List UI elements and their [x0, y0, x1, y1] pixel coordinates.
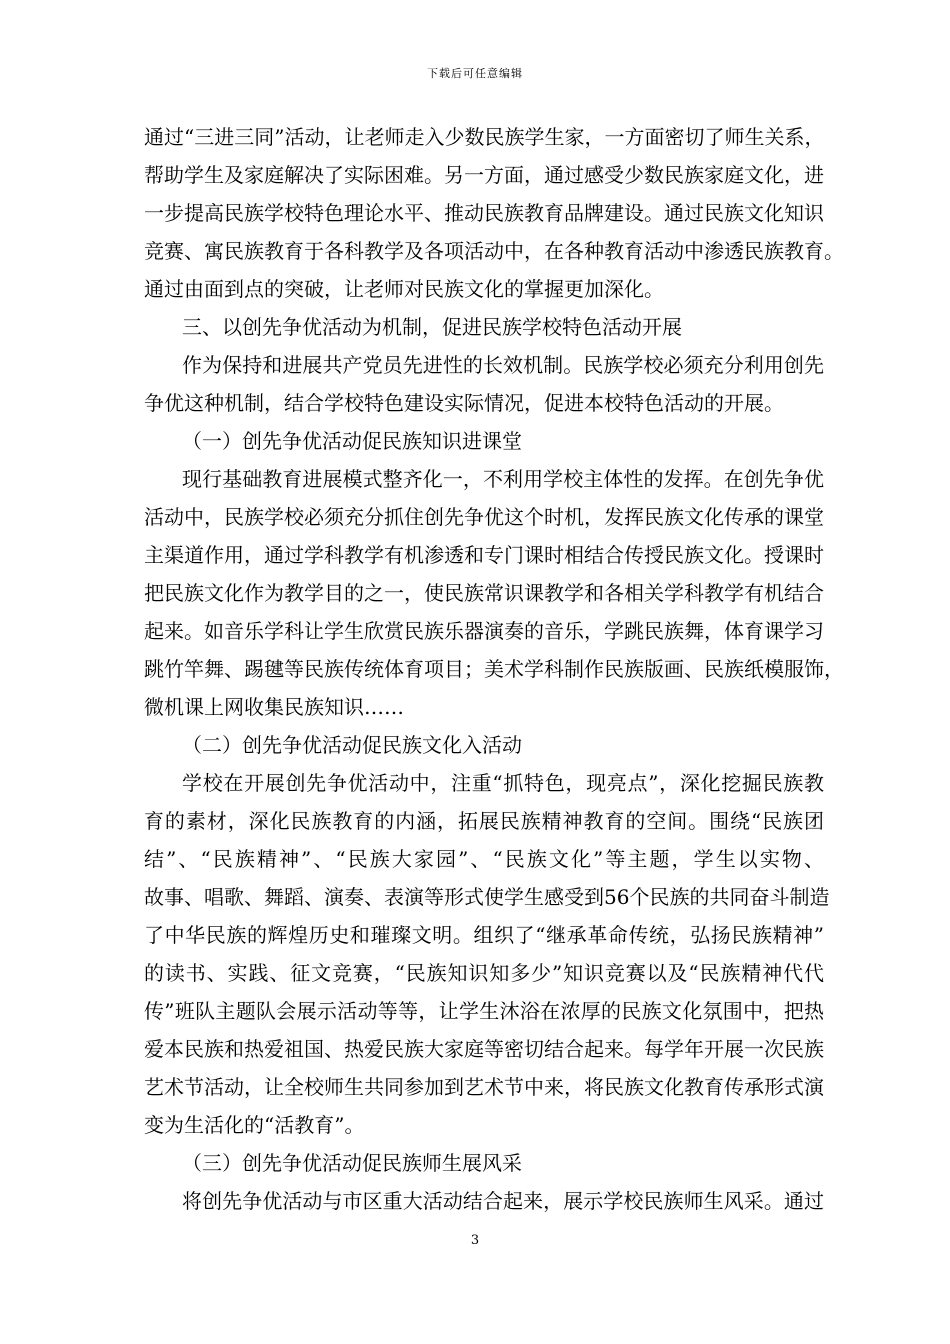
text-line: 了中华民族的辉煌历史和璀璨文明。组织了“继承革命传统，弘扬民族精神”: [144, 923, 824, 947]
text-line: 把民族文化作为教学目的之一，使民族常识课教学和各相关学科教学有机结合: [144, 581, 824, 605]
text-line: 通过“三进三同”活动，让老师走入少数民族学生家，一方面密切了师生关系，: [144, 125, 825, 149]
page-number: 3: [470, 1233, 480, 1248]
text-line: 艺术节活动，让全校师生共同参加到艺术节中来，将民族文化教育传承形式演: [144, 1075, 824, 1099]
subsection-heading: （三）创先争优活动促民族师生展风采: [182, 1151, 522, 1175]
text-line: 将创先争优活动与市区重大活动结合起来，展示学校民族师生风采。通过: [182, 1189, 824, 1213]
page-header: 下载后可任意编辑: [427, 67, 523, 80]
text-line: 一步提高民族学校特色理论水平、推动民族教育品牌建设。通过民族文化知识: [144, 201, 824, 225]
text-line: 的读书、实践、征文竞赛，“民族知识知多少”知识竞赛以及“民族精神代代: [144, 961, 824, 985]
text-line: 爱本民族和热爱祖国、热爱民族大家庭等密切结合起来。每学年开展一次民族: [144, 1037, 824, 1061]
text-line: 学校在开展创先争优活动中，注重“抓特色，现亮点”，深化挖掘民族教: [182, 771, 824, 795]
text-line: 竞赛、寓民族教育于各科教学及各项活动中，在各种教育活动中渗透民族教育。: [144, 239, 844, 263]
text-line: 争优这种机制，结合学校特色建设实际情况，促进本校特色活动的开展。: [144, 391, 784, 415]
text-line: 结”、“民族精神”、“民族大家园”、“民族文化”等主题，学生以实物、: [144, 847, 824, 871]
text-line: 故事、唱歌、舞蹈、演奏、表演等形式使学生感受到56个民族的共同奋斗制造: [144, 885, 830, 909]
text-line: 跳竹竿舞、踢毽等民族传统体育项目；美术学科制作民族版画、民族纸模服饰，: [144, 657, 844, 681]
text-line: 现行基础教育进展模式整齐化一，不利用学校主体性的发挥。在创先争优: [182, 467, 824, 491]
text-line: 活动中，民族学校必须充分抓住创先争优这个时机，发挥民族文化传承的课堂: [144, 505, 824, 529]
document-body: [144, 118, 844, 1220]
text-line: 作为保持和进展共产党员先进性的长效机制。民族学校必须充分利用创先: [182, 353, 824, 377]
text-line: 育的素材，深化民族教育的内涵，拓展民族精神教育的空间。围绕“民族团: [144, 809, 824, 833]
subsection-heading: （二）创先争优活动促民族文化入活动: [182, 733, 522, 757]
text-line: 传”班队主题队会展示活动等等，让学生沐浴在浓厚的民族文化氛围中，把热: [144, 999, 824, 1023]
text-line: 通过由面到点的突破，让老师对民族文化的掌握更加深化。: [144, 277, 664, 301]
text-line: 微机课上网收集民族知识……: [144, 695, 404, 719]
text-line: 起来。如音乐学科让学生欣赏民族乐器演奏的音乐，学跳民族舞，体育课学习: [144, 619, 824, 643]
text-line: 帮助学生及家庭解决了实际困难。另一方面，通过感受少数民族家庭文化，进: [144, 163, 824, 187]
section-heading: 三、以创先争优活动为机制，促进民族学校特色活动开展: [182, 315, 682, 339]
text-line: 主渠道作用，通过学科教学有机渗透和专门课时相结合传授民族文化。授课时: [144, 543, 824, 567]
subsection-heading: （一）创先争优活动促民族知识进课堂: [182, 429, 522, 453]
text-line: 变为生活化的“活教育”。: [144, 1113, 365, 1137]
